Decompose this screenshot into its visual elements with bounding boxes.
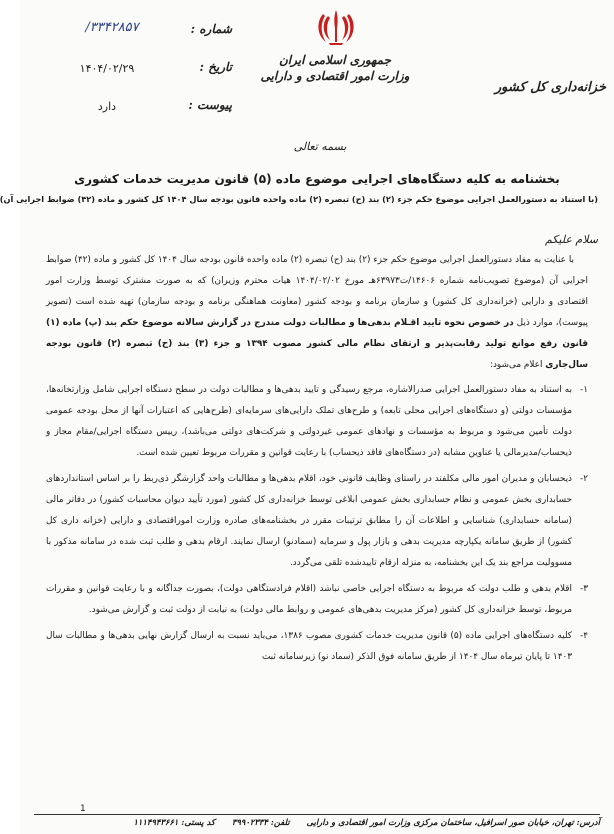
document-subtitle: (با استناد به دستورالعمل اجرایی موضوع حکم جزء (۲) بند (ح) تبصره (۲) ماده واحده قانون بودجه سال ۱۴۰۴ کل کشور و ماده (۴۲) ضوابط اجرایی آن) [0, 194, 598, 204]
footer-address: آدرس: تهران، خیابان صور اسرافیل، ساختمان مرکزی وزارت امور اقتصادی و دارایی [306, 817, 600, 827]
footer-postal: کد پستی: ۱۱۱۴۹۴۳۶۶۱ [133, 817, 215, 827]
letter-meta [42, 14, 232, 128]
footer-divider [34, 814, 600, 815]
greeting: سلام علیکم [544, 233, 598, 246]
number-main: ۳۳۴۲۸ [89, 20, 125, 35]
item-text: به استناد به مفاد دستورالعمل اجرایی صدرالاشاره، مرجع رسیدگی و تایید بدهی‌ها و مطالبات دولت در سطح دستگاه اجرایی شامل وزارتخانه‌ها، مؤسسات دولتی (و دستگاه‌های اجرایی محلی تابعه) و طرح‌های تملک دارایی‌های سرمایه‌ای (طرح‌هایی که اعتبارات آنها از محل بودجه عمومی دولت تأمین می‌شود و مربوط به مؤسسات و نهادهای عمومی غیردولتی و شرکت‌های دولتی می‌باشد)، رییس دستگاه اجرایی/مقام مجاز و ذیحساب/مدیرمالی یا عناوین مشابه (در دستگاه‌های فاقد ذیحساب) با رعایت قوانین و مقررات مربوط تعیین شده است. [46, 385, 572, 458]
item-number: ۳- [580, 584, 588, 594]
intro-paragraph [46, 250, 588, 376]
iran-emblem-icon [314, 8, 358, 48]
bismillah: بسمه تعالی [293, 140, 347, 153]
document-title: بخشنامه به کلیه دستگاه‌های اجرایی موضوع ماده (۵) قانون مدیریت خدمات کشوری [74, 172, 560, 186]
number-series: ۵۷/ [85, 20, 139, 35]
intro-bold: در خصوص نحوه تایید اقـلام بدهی‌ها و مطالبات دولت مندرج در گزارش سالانه موضوع حکم بند (پ) ماده (۱) قانون رفع موانع تولید رقابت‌پذیر و ارتقای نظام مالی کشور مصوب ۱۳۹۴ و جزء (۳) بند (ح) تبصره (۲) قانون بودجه سال‌جاری [46, 318, 588, 370]
list-item [46, 626, 588, 668]
item-text: ذیحسابان و مدیران امور مالی مکلفند در راستای وظایف قانونی خود، اقلام بدهی‌ها و مطالبات واحد گزارشگر ذی‌ربط را بر اساس استانداردهای حسابداری بخش عمومی و نظام حسابداری بخش عمومی ابلاغی توسط خزانه‌داری کل کشور (مورد تأیید دیوان محاسبات کشور) در دفاتر مالی (سامانه حسابداری) شناسایی و اطلاعات آن را مطابق ترتیبات مقرر در بخشنامه‌های صادره وزارت اموراقتصادی و دارایی (خزانه داری کل کشور) از طریق سامانه یکپارچه مدیریت بدهی و بازار پول و سرمایه (سمادنو) ارسال نمایند. ارقام بدهی و طلب ثبت شده در سامانه مذکور با مسوولیت مراجع بند یک این بخشنامه، به منزله ارقام تاییدشده تلقی می‌گردد. [46, 474, 572, 568]
footer-address-bar [34, 817, 600, 827]
intro-text-2: اعلام می‌شود: [489, 360, 546, 370]
letterhead-republic [230, 52, 440, 84]
number-label: شماره : [190, 22, 232, 36]
item-text: اقلام بدهی و طلب دولت که مربوط به دستگاه اجرایی خاصی نباشد (اقلام فرادستگاهی دولت)، بصورت جداگانه و با رعایت قوانین و مقررات مربوط، توسط خزانه‌داری کل کشور (مرکز مدیریت بدهی‌های عمومی و روابط مالی دولت) به نیابت از دولت ثبت و گزارش می‌شود. [46, 584, 572, 615]
attachment-label: پیوست : [188, 98, 232, 112]
meta-date-row [42, 52, 232, 90]
attachment-value: دارد [97, 100, 117, 113]
date-value: ۱۴۰۴/۰۲/۲۹ [79, 62, 135, 75]
meta-number-row [42, 14, 232, 52]
document-body [46, 250, 588, 673]
footer-phone: تلفن: ۳۹۹۰۲۳۳۴ [231, 817, 290, 827]
treasury-name: خزانه‌داری کل کشور [494, 80, 606, 95]
item-number: ۲- [580, 474, 588, 484]
intro-text-1: با عنایت به مفاد دستورالعمل اجرایی موضوع حکم جزء (۲) بند (ح) تبصره (۲) ماده واحده قانون بودجه سال ۱۴۰۴ کل کشور و ماده (۴۲) ضوابط اجرایی آن (موضوع تصویب‌نامه شماره ۱۴۶۰۶/ت۶۳۹۷۳هـ مورخ ۱۴۰۴/۰۲/۰۲ هیات محترم وزیران) که به صورت مشترک توسط وزارت امور اقتصادی و دارایی (خزانه‌داری کل کشور) و سازمان برنامه و بودجه کشور (معاونت هماهنگی برنامه و بودجه سازمان) تهیه شده است (تصویر پیوست)، موارد ذیل [46, 255, 588, 328]
item-number: ۱- [580, 385, 588, 395]
number-value [42, 20, 172, 35]
item-text: کلیه دستگاه‌های اجرایی ماده (۵) قانون مدیریت خدمات کشوری مصوب ۱۳۸۶، می‌باید نسبت به ارسال گزارش نهایی بدهی‌ها و مطالبات سال ۱۴۰۳ تا پایان تیرماه سال ۱۴۰۴ از طریق سامانه فوق الذکر (سماد نو) زیرسامانه ثبت [46, 631, 572, 662]
list-item [46, 380, 588, 464]
republic-name: جمهوری اسلامی ایران [278, 53, 392, 67]
meta-attachment-row [42, 90, 232, 128]
page-number: 1 [80, 804, 86, 814]
list-item [46, 579, 588, 621]
list-item [46, 469, 588, 574]
item-number: ۴- [580, 631, 588, 641]
ministry-name: وزارت امور اقتصادی و دارایی [260, 69, 410, 83]
date-label: تاریخ : [199, 60, 232, 74]
